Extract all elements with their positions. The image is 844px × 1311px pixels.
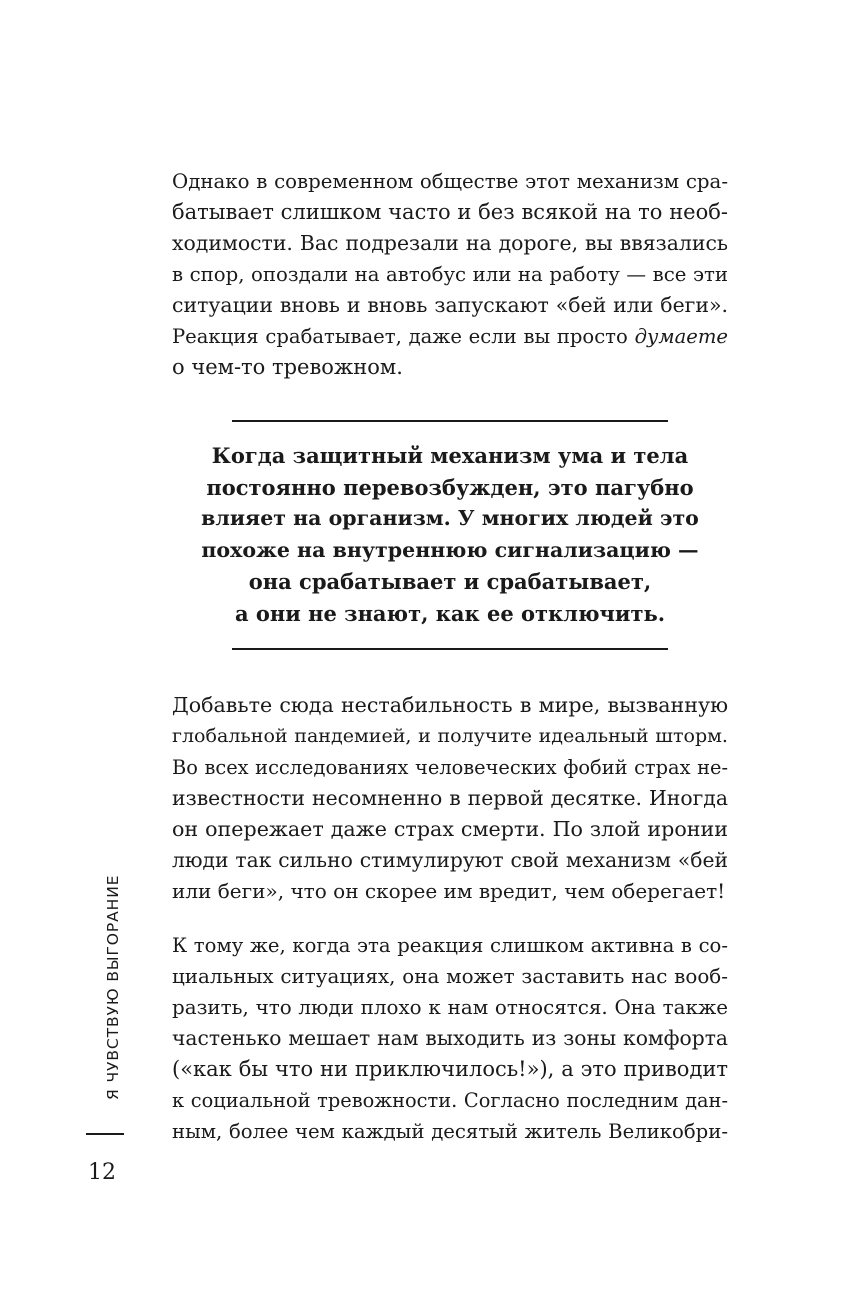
body-paragraph-3 [172,930,728,1147]
text-line: батывает слишком часто и без всякой на то необ- [172,200,728,224]
text-line: Во всех исследованиях человеческих фобий страх не- [172,756,728,779]
text-line: в спор, опоздали на автобус или на работу — все эти [172,263,728,286]
page-number: 12 [88,1160,116,1185]
emphasized-word: думаете [634,325,728,348]
text-line: к социальной тревожности. Согласно последним дан- [172,1089,728,1112]
text-line: ходимости. Вас подрезали на дороге, вы ввязались [172,231,728,255]
text-line: люди так сильно стимулируют свой механизм «бей [172,848,728,872]
quote-line: похоже на внутреннюю сигнализацию — [201,537,699,562]
text-line: К тому же, когда эта реакция слишком активна в со- [172,934,728,957]
text-line-with-emphasis [172,321,728,352]
pull-quote [200,440,700,629]
text-line: частенько мешает нам выходить из зоны комфорта [172,1026,728,1050]
quote-line: Когда защитный механизм ума и тела [211,443,689,468]
running-head-rule [86,1133,124,1135]
text-line: о чем-то тревожном. [172,355,403,379]
text-line: ным, более чем каждый десятый житель Великобри- [172,1120,728,1143]
callout-bottom-rule [232,648,668,650]
text-line: или беги», что он скорее им вредит, чем оберегает! [172,879,726,903]
text-line: он опережает даже страх смерти. По злой иронии [172,817,728,841]
text-line: («как бы что ни приключилось!»), а это приводит [172,1057,728,1081]
body-paragraph-1 [172,166,728,383]
running-head: Я ЧУВСТВУЮ ВЫГОРАНИЕ [104,874,122,1100]
callout-top-rule [232,420,668,422]
text-line: Добавьте сюда нестабильность в мире, вызванную [172,693,728,717]
text-line: циальных ситуациях, она может заставить нас вооб- [172,965,728,988]
quote-line: влияет на организм. У многих людей это [201,506,699,530]
quote-line: а они не знают, как ее отключить. [234,600,666,626]
text-line: Однако в современном обществе этот механизм сра- [172,170,728,193]
quote-line: постоянно перевозбужден, это пагубно [206,474,694,500]
text-line: известности несомненно в первой десятке. Иногда [172,786,728,810]
text-fragment: Реакция срабатывает, даже если вы просто [172,325,635,348]
text-line: разить, что люди плохо к нам относятся. Она также [172,996,728,1019]
body-paragraph-2 [172,690,728,907]
quote-line: она срабатывает и срабатывает, [248,569,652,594]
text-line: глобальной пандемией, и получите идеальный шторм. [172,725,728,747]
text-line: ситуации вновь и вновь запускают «бей или беги». [172,293,728,317]
